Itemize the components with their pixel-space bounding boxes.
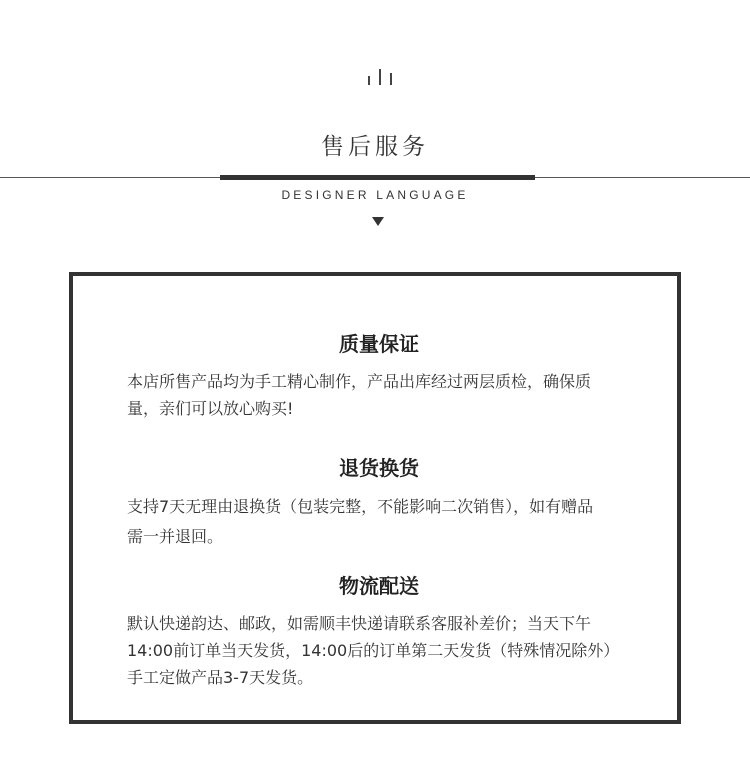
section-line: 支持7天无理由退换货（包装完整，不能影响二次销售），如有赠品 — [127, 497, 594, 516]
section-line: 本店所售产品均为手工精心制作，产品出库经过两层质检，确保质 — [127, 372, 592, 391]
section-line: 手工定做产品3-7天发货。 — [127, 668, 314, 687]
section-body-returns — [127, 492, 687, 552]
section-title-shipping: 物流配送 — [339, 574, 419, 598]
divider-accent — [220, 175, 535, 180]
section-line: 需一并退回。 — [127, 527, 224, 546]
page-subtitle: DESIGNER LANGUAGE — [281, 188, 469, 202]
section-title-returns: 退货换货 — [339, 456, 419, 480]
section-line: 量，亲们可以放心购买! — [127, 399, 294, 418]
page-title: 售后服务 — [321, 134, 429, 160]
triangle-down-icon — [372, 217, 384, 226]
bars-icon — [367, 67, 395, 85]
section-body-shipping — [127, 610, 687, 691]
section-line: 默认快递韵达、邮政，如需顺丰快递请联系客服补差价；当天下午 — [127, 614, 592, 633]
section-body-quality — [127, 368, 687, 422]
section-line: 14:00前订单当天发货，14:00后的订单第二天发货（特殊情况除外） — [127, 641, 620, 660]
service-info-box — [69, 272, 681, 724]
section-title-quality: 质量保证 — [339, 332, 419, 356]
